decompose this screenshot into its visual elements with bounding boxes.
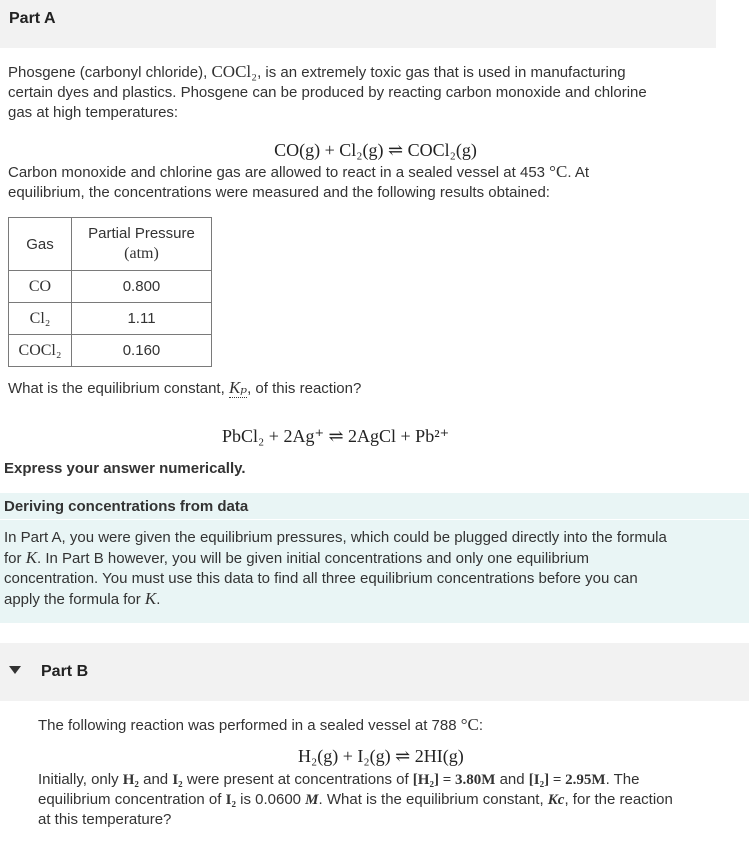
question-text-2: , of this reaction?: [247, 380, 362, 397]
gas-cell: Cl₂: [9, 303, 72, 335]
intro-formula: COCl₂: [211, 62, 258, 81]
question-text: What is the equilibrium constant,: [8, 380, 229, 397]
partial-pressure-table: [8, 217, 212, 367]
part-b-intro-text-2: :: [478, 717, 484, 734]
part-a-title: Part A: [9, 10, 56, 27]
k-symbol: K: [25, 548, 38, 567]
intro-text-2: , is an extremely toxic gas that is used in manufacturing: [257, 64, 626, 81]
hint-line-4b: .: [156, 591, 161, 608]
conditions-line-2: equilibrium, the concentrations were measured and the following results obtained:: [8, 184, 550, 201]
part-a-conditions: [8, 162, 589, 203]
pressure-cell: 0.800: [72, 271, 212, 303]
text-span: , for the reaction: [564, 791, 673, 808]
text-span: equilibrium concentration of: [38, 791, 226, 808]
part-b-title[interactable]: Part B: [41, 663, 89, 680]
column-header-partial-pressure: [72, 218, 212, 271]
hint-line-2: for: [4, 550, 26, 567]
pressure-cell: 0.160: [72, 335, 212, 367]
text-span: were present at concentrations of: [182, 771, 413, 788]
gas-cell: CO: [9, 271, 72, 303]
part-a-question: [8, 378, 361, 399]
intro-text: Phosgene (carbonyl chloride),: [8, 64, 212, 81]
part-a-intro: [8, 62, 647, 123]
hint-line-4: apply the formula for: [4, 591, 145, 608]
express-instruction: Express your answer numerically.: [4, 460, 246, 477]
table-row: [9, 303, 212, 335]
column-header-gas: Gas: [9, 218, 72, 271]
hint-line-2b: . In Part B however, you will be given initial concentrations and only one equilibrium: [37, 550, 590, 567]
text-span: . What is the equilibrium constant,: [318, 791, 548, 808]
k-symbol: K: [144, 589, 157, 608]
column-header-pp-unit: (atm): [124, 245, 159, 262]
conditions-text-2: . At: [567, 164, 589, 181]
i2-formula: I₂: [225, 792, 236, 808]
hint-line-1: In Part A, you were given the equilibrium pressures, which could be plugged directly into the formula: [4, 529, 667, 546]
text-span: . The: [605, 771, 640, 788]
temperature-unit: °C: [460, 715, 479, 734]
part-b-body: [38, 770, 750, 830]
table-header-row: [9, 218, 212, 271]
pressure-cell: 1.11: [72, 303, 212, 335]
text-span: Initially, only: [38, 771, 123, 788]
reaction-equation-2: PbCl₂ + 2Ag⁺ ⇌ 2AgCl + Pb²⁺: [222, 426, 450, 446]
intro-line-2: certain dyes and plastics. Phosgene can be produced by reacting carbon monoxide and chlorine: [8, 84, 647, 101]
part-a-header: [0, 0, 716, 48]
column-header-pp-label: Partial Pressure: [88, 225, 195, 242]
kp-term[interactable]: Kₚ: [228, 378, 248, 397]
hint-divider: [0, 519, 749, 520]
part-b-intro: [38, 715, 483, 736]
molar-unit: M: [305, 792, 319, 808]
h2-formula: H₂: [122, 772, 139, 788]
table-row: [9, 335, 212, 367]
hint-text: [4, 528, 734, 610]
h2-concentration: [H₂] = 3.80M: [412, 772, 496, 788]
hint-line-3: concentration. You must use this data to find all three equilibrium concentrations before you can: [4, 570, 638, 587]
table-row: [9, 271, 212, 303]
temperature-unit: °C: [549, 162, 568, 181]
gas-cell: COCl₂: [9, 335, 72, 367]
i2-formula: I₂: [172, 772, 183, 788]
part-b-intro-text: The following reaction was performed in a sealed vessel at 788: [38, 717, 461, 734]
conditions-text: Carbon monoxide and chlorine gas are allowed to react in a sealed vessel at 453: [8, 164, 550, 181]
text-span: and: [495, 771, 529, 788]
hint-title: Deriving concentrations from data: [4, 498, 249, 515]
intro-line-3: gas at high temperatures:: [8, 104, 179, 121]
text-span: is 0.0600: [235, 791, 306, 808]
text-span: and: [138, 771, 173, 788]
part-b-reaction: H₂(g) + I₂(g) ⇌ 2HI(g): [298, 746, 464, 766]
hint-box: [0, 493, 749, 623]
caret-down-icon[interactable]: [9, 666, 21, 674]
reaction-equation: CO(g) + Cl₂(g) ⇌ COCl₂(g): [274, 140, 477, 160]
i2-concentration: [I₂] = 2.95M: [528, 772, 606, 788]
text-span: at this temperature?: [38, 811, 172, 828]
kc-term: Kc: [547, 792, 565, 808]
part-b-header[interactable]: [0, 643, 749, 701]
